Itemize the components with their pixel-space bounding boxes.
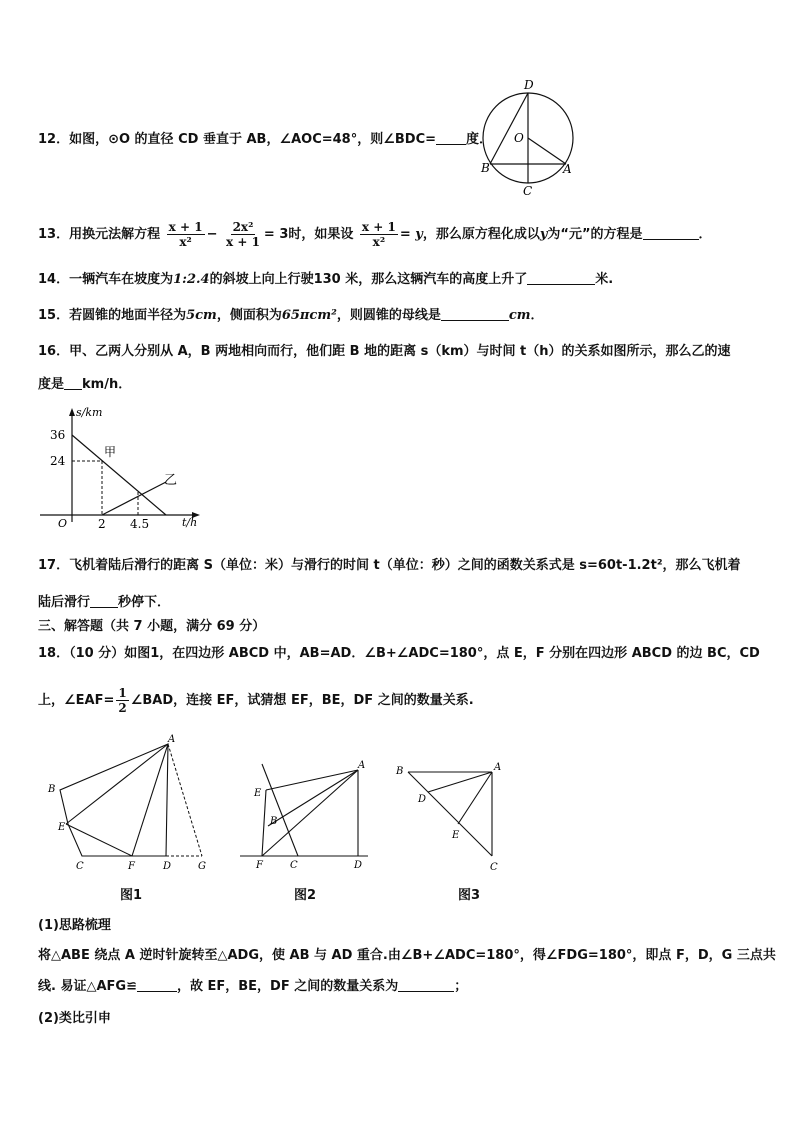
q12-text: 12．如图，⊙O 的直径 CD 垂直于 AB，∠AOC=48°，则∠BDC= 度． xyxy=(38,132,493,147)
fig2-a: A xyxy=(358,760,366,771)
fig1-ae xyxy=(66,744,168,824)
ylabel: s/km xyxy=(76,406,103,419)
q18-fig3 xyxy=(392,758,512,876)
part1-line2: 线. 易证△AFG≌ ，故 EF，BE，DF 之间的数量关系为 ； xyxy=(38,979,468,994)
q15-text: 15．若圆锥的地面半径为5cm，侧面积为65πcm²，则圆锥的母线是 cm． xyxy=(38,308,544,323)
fig1-af xyxy=(132,744,168,856)
tick-36: 36 xyxy=(50,428,66,442)
fig3-a: A xyxy=(494,762,502,773)
fig2-line-ec xyxy=(262,764,298,856)
q17-line2: 陆后滑行 秒停下． xyxy=(38,595,171,610)
fig1-b: B xyxy=(48,784,56,795)
label-d: D xyxy=(524,78,534,92)
fig2-b: B xyxy=(270,816,278,827)
fig2-caption: 图2 xyxy=(294,888,317,903)
q18-line1: 18．（10 分）如图1，在四边形 ABCD 中，AB=AD．∠B+∠ADC=180°，点 E，F 分别在四边形 ABCD 的边 BC，CD xyxy=(38,646,760,661)
fig1-d: D xyxy=(163,861,172,872)
fig2-d: D xyxy=(354,860,363,871)
q18-line2: 上，∠EAF= $\frac{1}{2}$ ∠BAD，连接 EF，试猜想 EF，BE，DF 之间的数量关系. xyxy=(38,686,474,715)
q13-frac3: $\frac{x + 1}{\text{x²}}$ xyxy=(361,220,396,249)
q13-text: 13．用换元法解方程 $\frac{x + 1}{\text{x²}}$ − $\frac{\text{2x²}}{x + 1}$ = 3时，如果设 $\frac{x + 1}{\text{x²}}$ = y，那么原方程化成以y为“元”的方程是 ． xyxy=(38,220,712,249)
q16-line2: 度是 km/h． xyxy=(38,377,132,392)
part1-heading: (1)思路梳理 xyxy=(38,918,111,933)
fig3-b: B xyxy=(396,766,404,777)
q15-blank[interactable] xyxy=(441,306,509,321)
q16-line1: 16．甲、乙两人分别从 A，B 两地相向而行，他们距 B 地的距离 s（km）与时间 t（h）的关系如图所示，那么乙的速 xyxy=(38,344,731,359)
q16-graph xyxy=(36,404,206,532)
q18-half: $\frac{1}{2}$ xyxy=(118,686,127,715)
fig2-c: C xyxy=(290,860,298,871)
fig1-ef xyxy=(66,824,132,856)
part1-line1: 将△ABE 绕点 A 逆时针旋转至△ADG，使 AB 与 AD 重合.由∠B+∠ADC=180°，得∠FDG=180°，即点 F，D，G 三点共 xyxy=(38,948,776,963)
fig3-caption: 图3 xyxy=(458,888,481,903)
p1-blank1[interactable] xyxy=(137,977,177,992)
label-jia: 甲 xyxy=(104,445,117,459)
label-a: A xyxy=(563,162,572,176)
fig2-ab xyxy=(268,770,358,826)
q14-blank[interactable] xyxy=(527,270,595,285)
fig2-af xyxy=(262,770,358,856)
q13-frac1: $\frac{x + 1}{\text{x²}}$ xyxy=(168,220,203,249)
fig1-ag xyxy=(168,744,202,856)
fig2-ef xyxy=(262,790,266,856)
q13-frac2: $\frac{\text{2x²}}{x + 1}$ xyxy=(226,220,260,249)
fig2-f: F xyxy=(256,860,263,871)
q12-blank[interactable] xyxy=(436,130,466,145)
fig1-f: F xyxy=(128,861,135,872)
line-yi xyxy=(102,482,166,515)
fig3-d: D xyxy=(418,794,427,805)
fig1-g: G xyxy=(198,861,206,872)
fig1-c: C xyxy=(76,861,84,872)
fig1-e: E xyxy=(58,822,66,833)
fig3-ae xyxy=(458,772,492,824)
q14-text: 14．一辆汽车在坡度为1:2.4的斜坡上向上行驶130 米，那么这辆汽车的高度上升了 米. xyxy=(38,272,614,287)
part2-heading: (2)类比引申 xyxy=(38,1011,111,1026)
q17-blank[interactable] xyxy=(90,593,118,608)
fig1-a: A xyxy=(168,734,176,745)
label-b: B xyxy=(481,161,490,175)
section3-heading: 三、解答题（共 7 小题，满分 69 分） xyxy=(38,619,266,634)
fig1-quad xyxy=(60,744,168,856)
xlabel: t/h xyxy=(182,516,198,529)
q17-line1: 17．飞机着陆后滑行的距离 S（单位：米）与滑行的时间 t（单位：秒）之间的函数关系式是 s=60t-1.2t²，那么飞机着 xyxy=(38,558,741,573)
fig2-ab-top xyxy=(266,770,358,790)
tick-24: 24 xyxy=(50,454,66,468)
y-axis-arrow xyxy=(69,408,75,416)
tick-45: 4.5 xyxy=(130,517,150,531)
fig2-e: E xyxy=(254,788,262,799)
q13-blank[interactable] xyxy=(643,225,699,240)
p1-blank2[interactable] xyxy=(398,977,454,992)
segment-bd xyxy=(490,93,528,164)
line-jia xyxy=(72,435,166,515)
fig1-caption: 图1 xyxy=(120,888,143,903)
q18-fig1 xyxy=(44,732,216,876)
q12-circle-figure xyxy=(476,78,586,198)
q16-blank[interactable] xyxy=(64,375,82,390)
tick-2: 2 xyxy=(98,517,106,531)
label-o: O xyxy=(514,131,524,145)
q18-fig2 xyxy=(238,756,372,874)
fig3-c: C xyxy=(490,862,498,873)
segment-oa xyxy=(528,138,566,164)
fig3-ad xyxy=(428,772,492,792)
label-yi: 乙 xyxy=(164,473,178,488)
fig3-e: E xyxy=(452,830,460,841)
label-c: C xyxy=(523,184,533,198)
origin-label: O xyxy=(58,517,68,530)
